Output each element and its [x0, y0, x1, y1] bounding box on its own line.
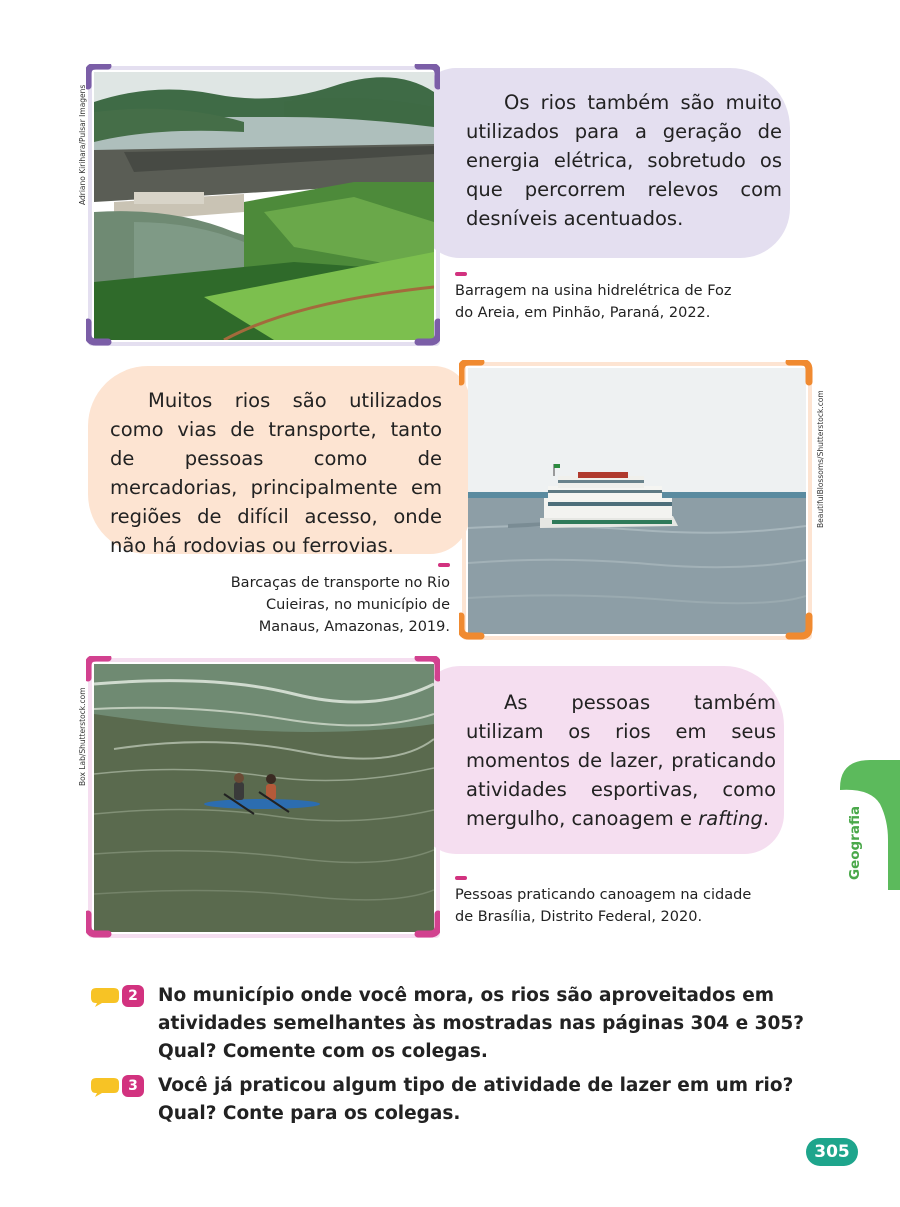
transport-paragraph: Muitos rios são utilizados como vias de transporte, tanto de pessoas como de mercadorias, principalmente em regiões de difícil acesso, onde não há rodovias ou ferrovias.: [110, 389, 442, 557]
energy-paragraph: Os rios também são muito utilizados para a geração de energia elétrica, sobretudo os que percorrem relevos com desníveis acentuados.: [466, 91, 782, 230]
speech-bubble-icon: [90, 1076, 120, 1098]
canoe-photo-credit: Box Lab/Shutterstock.com: [78, 687, 87, 786]
subject-tab-label: Geografia: [847, 805, 863, 880]
question-3-text: Você já praticou algum tipo de atividade de lazer em um rio? Qual? Conte para os colegas.: [158, 1075, 794, 1124]
page-number: [806, 1138, 858, 1166]
dam-photo-credit: Adriano Kirihara/Pulsar Imagens: [78, 84, 87, 205]
caption-marker: [438, 563, 450, 567]
speech-bubble-icon: [90, 986, 120, 1008]
boat-photo-credit: BeautifulBlossoms/Shutterstock.com: [816, 390, 825, 528]
dam-frame-corners: [86, 64, 440, 346]
question-2: [90, 982, 818, 1066]
question-3: [90, 1072, 818, 1128]
boat-caption: Barcaças de transporte no Rio Cuieiras, no município de Manaus, Amazonas, 2019.: [230, 575, 450, 635]
question-number-badge: 3: [122, 1075, 144, 1097]
page-number-text: 305: [814, 1142, 850, 1162]
question-number-badge: 2: [122, 985, 144, 1007]
subject-tab-shape: [836, 760, 900, 890]
caption-marker: [455, 876, 467, 880]
question-2-text: No município onde você mora, os rios são aproveitados em atividades semelhantes às mostradas nas páginas 304 e 305? Qual? Comente com os colegas.: [158, 985, 804, 1062]
boat-frame-corners: [459, 360, 813, 642]
canoe-frame-corners: [86, 656, 440, 938]
caption-marker: [455, 272, 467, 276]
leisure-paragraph: As pessoas também utilizam os rios em seus momentos de lazer, praticando atividades esportivas, como mergulho, canoagem e rafting.: [466, 691, 776, 830]
dam-caption: Barragem na usina hidrelétrica de Foz do Areia, em Pinhão, Paraná, 2022.: [455, 283, 732, 321]
canoe-caption: Pessoas praticando canoagem na cidade de Brasília, Distrito Federal, 2020.: [455, 887, 752, 925]
